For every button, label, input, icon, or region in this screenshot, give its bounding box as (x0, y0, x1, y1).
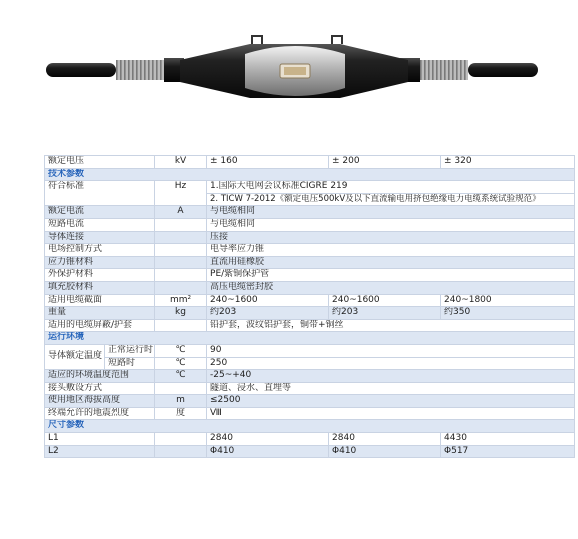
altitude-unit: m (155, 395, 207, 408)
stress-cone-label: 应力锥材料 (45, 256, 155, 269)
seismic-label: 终端允许的地震烈度 (45, 407, 155, 420)
l1-320: 4430 (441, 433, 575, 446)
rated-voltage-unit: kV (155, 156, 207, 169)
voltage-200: ± 200 (329, 156, 441, 169)
section-area-label: 适用电缆截面 (45, 294, 155, 307)
normal-op-value: 90 (207, 344, 575, 357)
l2-320: Φ517 (441, 445, 575, 458)
short-circuit-unit: ℃ (155, 357, 207, 370)
normal-op-unit: ℃ (155, 344, 207, 357)
rated-current-label: 额定电流 (45, 206, 155, 219)
cable-joint-illustration (40, 30, 544, 120)
table-row (45, 445, 575, 458)
table-row (45, 218, 575, 231)
table-row (45, 407, 575, 420)
table-row (45, 433, 575, 446)
section-area-320: 240~1800 (441, 294, 575, 307)
section-area-160: 240~1600 (207, 294, 329, 307)
table-row (45, 156, 575, 169)
weight-200: 约203 (329, 307, 441, 320)
table-row (45, 281, 575, 294)
section-header (45, 168, 575, 181)
normal-op-label: 正常运行时 (105, 344, 155, 357)
voltage-160: ± 160 (207, 156, 329, 169)
standard-label: 符合标准 (45, 181, 155, 206)
spec-table (44, 155, 575, 458)
shield-label: 适用的电缆屏蔽/护套 (45, 319, 155, 332)
l2-200: Φ410 (329, 445, 441, 458)
outer-material-value: PE/紫铜保护管 (207, 269, 575, 282)
right-cable (468, 63, 538, 77)
shield-value: 铅护套，波纹铝护套，铜带+铜丝 (207, 319, 575, 332)
section-header (45, 332, 575, 345)
standard-line2: 2. TICW 7-2012《额定电压500kV及以下直流输电用挤包绝缘电力电缆系统试验规范》 (207, 193, 575, 206)
seismic-value: Ⅷ (207, 407, 575, 420)
short-current-value: 与电缆相同 (207, 218, 575, 231)
filling-value: 高压电缆密封胶 (207, 281, 575, 294)
l2-160: Φ410 (207, 445, 329, 458)
section-area-unit: mm² (155, 294, 207, 307)
field-control-label: 电场控制方式 (45, 244, 155, 257)
rated-current-unit: A (155, 206, 207, 219)
stress-cone-value: 直流用硅橡胶 (207, 256, 575, 269)
table-row (45, 357, 575, 370)
section-tech: 技术参数 (45, 168, 575, 181)
laying-value: 隧道、浸水、直埋等 (207, 382, 575, 395)
l1-label: L1 (45, 433, 155, 446)
table-row (45, 206, 575, 219)
table-row (45, 294, 575, 307)
conductor-temp-label: 导体额定温度 (45, 344, 105, 369)
weight-320: 约350 (441, 307, 575, 320)
conductor-label: 导体连接 (45, 231, 155, 244)
filling-label: 填充胶材料 (45, 281, 155, 294)
weight-label: 重量 (45, 307, 155, 320)
left-coil (116, 60, 164, 80)
table-row (45, 382, 575, 395)
voltage-320: ± 320 (441, 156, 575, 169)
l2-label: L2 (45, 445, 155, 458)
rated-current-value: 与电缆相同 (207, 206, 575, 219)
standard-line1: 1.国际大电网会议标准CIGRE 219 (207, 181, 575, 194)
rated-voltage-label: 额定电压 (45, 156, 155, 169)
standard-unit: Hz (155, 181, 207, 206)
handle-right (332, 36, 342, 44)
left-cable (46, 63, 116, 77)
table-row (45, 181, 575, 194)
table-row (45, 231, 575, 244)
outer-material-label: 外保护材料 (45, 269, 155, 282)
section-area-200: 240~1600 (329, 294, 441, 307)
altitude-label: 使用地区海拔高度 (45, 395, 155, 408)
field-control-value: 电导率应力锥 (207, 244, 575, 257)
ambient-temp-value: -25~+40 (207, 370, 575, 383)
short-current-label: 短路电流 (45, 218, 155, 231)
handle-left (252, 36, 262, 44)
short-circuit-value: 250 (207, 357, 575, 370)
section-env: 运行环境 (45, 332, 575, 345)
short-circuit-label: 短路时 (105, 357, 155, 370)
table-row (45, 244, 575, 257)
ambient-temp-unit: ℃ (155, 370, 207, 383)
seismic-unit: 度 (155, 407, 207, 420)
laying-label: 接头敷设方式 (45, 382, 155, 395)
conductor-value: 压接 (207, 231, 575, 244)
weight-unit: kg (155, 307, 207, 320)
table-row (45, 395, 575, 408)
table-row (45, 269, 575, 282)
altitude-value: ≤2500 (207, 395, 575, 408)
table-row (45, 256, 575, 269)
table-row (45, 370, 575, 383)
ambient-temp-label: 适应的环境温度范围 (45, 370, 155, 383)
table-row (45, 307, 575, 320)
table-row (45, 319, 575, 332)
l1-200: 2840 (329, 433, 441, 446)
weight-160: 约203 (207, 307, 329, 320)
section-header (45, 420, 575, 433)
right-coil (420, 60, 468, 80)
section-dims: 尺寸参数 (45, 420, 575, 433)
l1-160: 2840 (207, 433, 329, 446)
table-row (45, 344, 575, 357)
